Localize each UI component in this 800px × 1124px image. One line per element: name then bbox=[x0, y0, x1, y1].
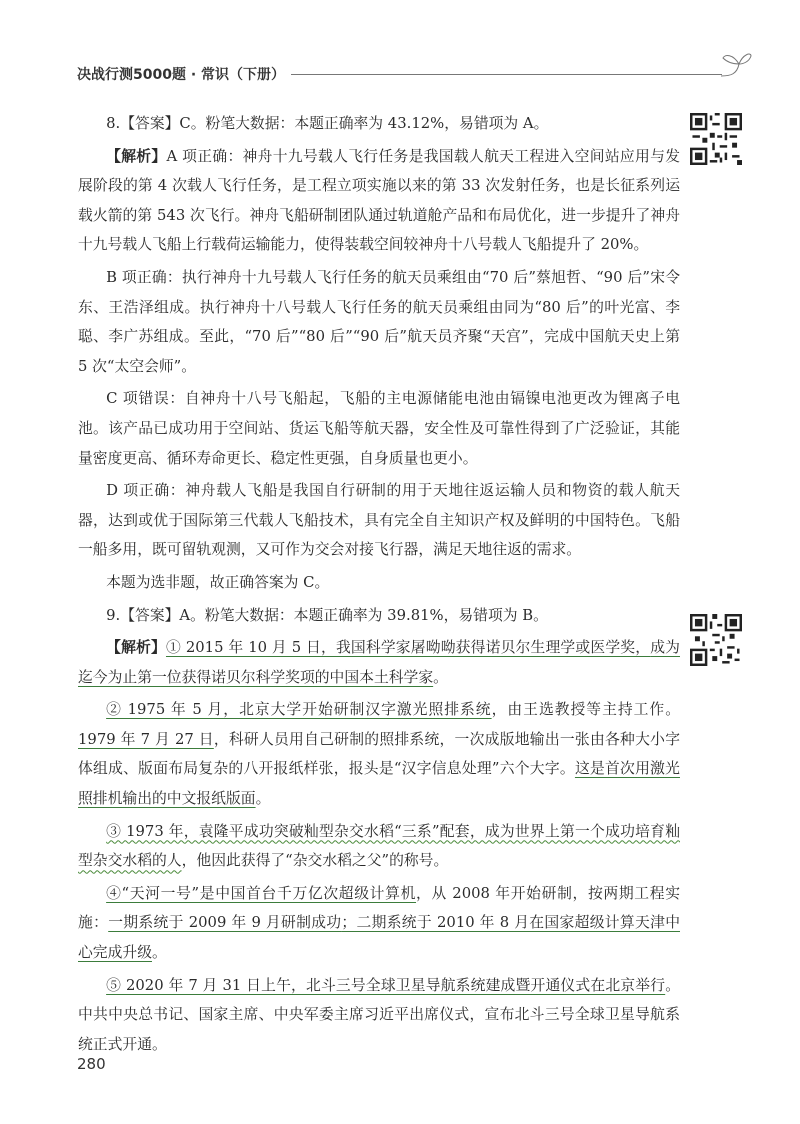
q8-conclusion: 本题为选非题，故正确答案为 C。 bbox=[106, 573, 330, 591]
sprout-icon bbox=[717, 50, 753, 78]
page-number: 280 bbox=[77, 1055, 106, 1073]
q9-item3-text: ，他因此获得了“杂交水稻之父”的称号 bbox=[181, 852, 434, 870]
book-title: 决战行测5000题 · 常识（下册） bbox=[77, 64, 291, 84]
q8-analysis-a-text: A 项正确：神舟十九号载人飞行任务是我国载人航天工程进入空间站应用与发展阶段的第 4 次载人飞行任务，是工程立项实施以来的第 33 次发射任务，也是长征系列运载火箭的第 543 次飞行。神舟飞船研制团队通过轨道舱产品和布局优化，进一步提升了神舟十九号载人飞船上行载荷运输能力，使得装载空间较神舟十八号载人飞船提升了 20%。 bbox=[78, 147, 680, 254]
analysis-label: 【解析】 bbox=[106, 147, 167, 165]
qr-code-icon[interactable] bbox=[690, 113, 742, 165]
q8-analysis-a bbox=[78, 142, 680, 260]
q9-item1-underlined: ① 2015 年 10 月 5 日，我国科学家屠呦呦获得诺贝尔生理学或医学奖， bbox=[165, 639, 651, 657]
q9-item4-underlined: ④“天河一号”是中国首台千万亿次超级计算机 bbox=[106, 884, 417, 902]
q9-item4-end: 。 bbox=[152, 944, 167, 962]
header-rule bbox=[267, 74, 722, 75]
q9-item3-end: 。 bbox=[433, 852, 449, 870]
q9-item3-wavy: ③ 1973 年，袁隆平成功突破籼型杂交水稻“三系”配套，成为世界上第一个成功培育籼型杂交水稻的人 bbox=[78, 822, 680, 870]
q9-item4-underlined-3: ；二期系统于 2010 年 8 月在国家超级计算天津中心完成升级 bbox=[78, 914, 680, 962]
main-content bbox=[78, 109, 680, 1062]
q9-item2-underlined: ② 1975 年 5 月，北京大学开始研制汉字激光照排系统 bbox=[106, 701, 492, 719]
qr-code-icon[interactable] bbox=[690, 614, 742, 666]
q9-analysis-2 bbox=[78, 695, 680, 813]
q9-analysis-4 bbox=[78, 879, 680, 968]
q9-item1-underlined-2: 成为迄今为止第一位获得诺贝尔科学奖项的中国本土科学家 bbox=[78, 639, 680, 686]
q9-analysis-5 bbox=[78, 971, 680, 1060]
q8-analysis-d: D 项正确：神舟载人飞船是我国自行研制的用于天地往返运输人员和物资的载人航天器，达到或优于国际第三代载人飞船技术，具有完全自主知识产权及鲜明的中国特色。飞船一船多用，既可留轨观测，又可作为交会对接飞行器，满足天地往返的需求。 bbox=[78, 482, 680, 559]
analysis-label: 【解析】 bbox=[106, 639, 166, 657]
q9-item2-date: 1979 年 7 月 27 日 bbox=[78, 730, 214, 748]
q9-item5-underlined: ⑤ 2020 年 7 月 31 日上午，北斗三号全球卫星导航系统建成暨开通仪式在北京举行 bbox=[106, 976, 666, 994]
page-header bbox=[77, 62, 757, 92]
q9-item2-text: ，由王选教授等主持工作。 bbox=[491, 701, 680, 719]
q9-item4-underlined-2: 一期系统于 2009 年 9 月研制成功 bbox=[108, 914, 342, 932]
q9-item1-end: 。 bbox=[433, 668, 448, 686]
q9-item2-end: 。 bbox=[255, 790, 271, 808]
q8-analysis-c: C 项错误：自神舟十八号飞船起，飞船的主电源储能电池由镉镍电池更改为锂离子电池。该产品已成功用于空间站、货运飞船等航天器，安全性及可靠性得到了广泛验证，其能量密度更高、循环寿命更长、稳定性更强，自身质量也更小。 bbox=[78, 390, 680, 467]
q9-answer: 9.【答案】A。粉笔大数据：本题正确率为 39.81%，易错项为 B。 bbox=[106, 606, 548, 624]
q9-analysis-1 bbox=[78, 633, 680, 692]
q8-analysis-b: B 项正确：执行神舟十九号载人飞行任务的航天员乘组由“70 后”蔡旭哲、“90 后”宋令东、王浩泽组成。执行神舟十八号载人飞行任务的航天员乘组由同为“80 后”的叶光富、李聪、李广苏组成。至此，“70 后”“80 后”“90 后”航天员齐聚“天宫”，完成中国航天史上第 5 次“太空会师”。 bbox=[78, 268, 680, 375]
q8-answer: 8.【答案】C。粉笔大数据：本题正确率为 43.12%，易错项为 A。 bbox=[106, 115, 549, 132]
q9-analysis-3 bbox=[78, 817, 680, 876]
q9-item4-text: ，从 2008 年开始研制，按两期工程实施： bbox=[78, 884, 680, 932]
q9-item2-underlined-2: 这是首次用激光照排机输出的中文报纸版面 bbox=[78, 760, 680, 808]
q9-item2-text-2: ，科研人员用自己研制的照排系统，一次成版地输出一张由各种大小字体组成、版面布局复杂的八开报纸样张，报头是“汉字信息处理”六个大字。 bbox=[78, 730, 680, 778]
q9-item5-text: 。中共中央总书记、国家主席、中央军委主席习近平出席仪式，宣布北斗三号全球卫星导航系统正式开通。 bbox=[78, 976, 680, 1053]
